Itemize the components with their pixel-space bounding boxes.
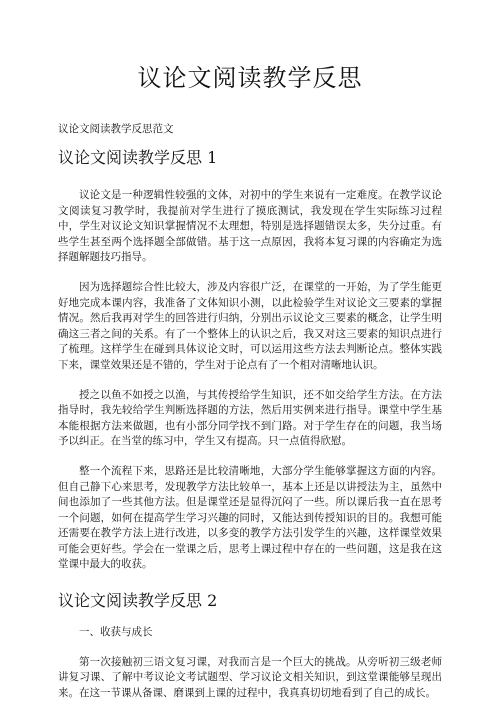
section-heading-2: 议论文阅读教学反思 2 bbox=[58, 591, 218, 611]
section-heading-1: 议论文阅读教学反思 1 bbox=[58, 148, 218, 167]
paragraph: 第一次接触初三语文复习课，对我而言是一个巨大的挑战。从旁听初三级老师讲复习课、了解中考议论文考试题型、学习议论文相关知识，到这堂课能够呈现出来。在这一节课从备课、磨课到上课的过程中，我真真切切地看到了自己的成长。 bbox=[58, 655, 442, 699]
paragraph: 授之以鱼不如授之以渔，与其传授给学生知识，还不如交给学生方法。在方法指导时，我先较给学生判断选择题的方法，然后用实例来进行指导。课堂中学生基本能根据方法来做题，也有小部分同学找不到门路。对于学生存在的问题，我当场予以纠正。在当堂的练习中，学生又有提高。只一点值得欣慰。 bbox=[58, 388, 442, 448]
document-subtitle: 议论文阅读教学反思范文 bbox=[58, 123, 174, 135]
document-title: 议论文阅读教学反思 bbox=[137, 64, 363, 92]
paragraph: 整一个流程下来，思路还是比较清晰地，大部分学生能够掌握这方面的内容。但自己静下心来思考，发现教学方法比较单一，基本上还是以讲授法为主，虽然中间也添加了一些其他方法。但是课堂还是显得沉闷了一些。所以课后我一直在思考一个问题，如何在提高学生学习兴趣的同时，又能达到传授知识的目的。我想可能还需要在教学方法上进行改进，以多变的教学方法引发学生的兴趣，这样课堂效果可能会更好些。学会在一堂课之后，思考上课过程中存在的一些问题，这是我在这堂课中最大的收获。 bbox=[58, 464, 442, 571]
section-subheading: 一、收获与成长 bbox=[79, 626, 153, 639]
paragraph: 因为选择题综合性比较大，涉及内容很广泛，在课堂的一开始，为了学生能更好地完成本课内容，我准备了文体知识小测，以此检验学生对议论文三要素的掌握情况。然后我再对学生的回答进行归纳，分别出示议论文三要素的概念，让学生明确这三者之间的关系。有了一个整体上的认识之后，我又对这三要素的知识点进行了梳理。这样学生在碰到具体议论文时，可以运用这些方法去判断论点。整体实践下来，课堂效果还是不错的，学生对于论点有了一个相对清晰地认识。 bbox=[58, 280, 442, 371]
paragraph: 议论文是一种逻辑性较强的文体，对初中的学生来说有一定难度。在教学议论文阅读复习教学时，我提前对学生进行了摸底测试，我发现在学生实际练习过程 中，学生对议论文知识掌握情况不太理想，特别是选择题错误太多，失分过重。有 些学生甚至两个选择题全部做错。基于这一点原因，我将本复习课的内容确定为选 择题解题技巧指导。 bbox=[58, 189, 442, 264]
